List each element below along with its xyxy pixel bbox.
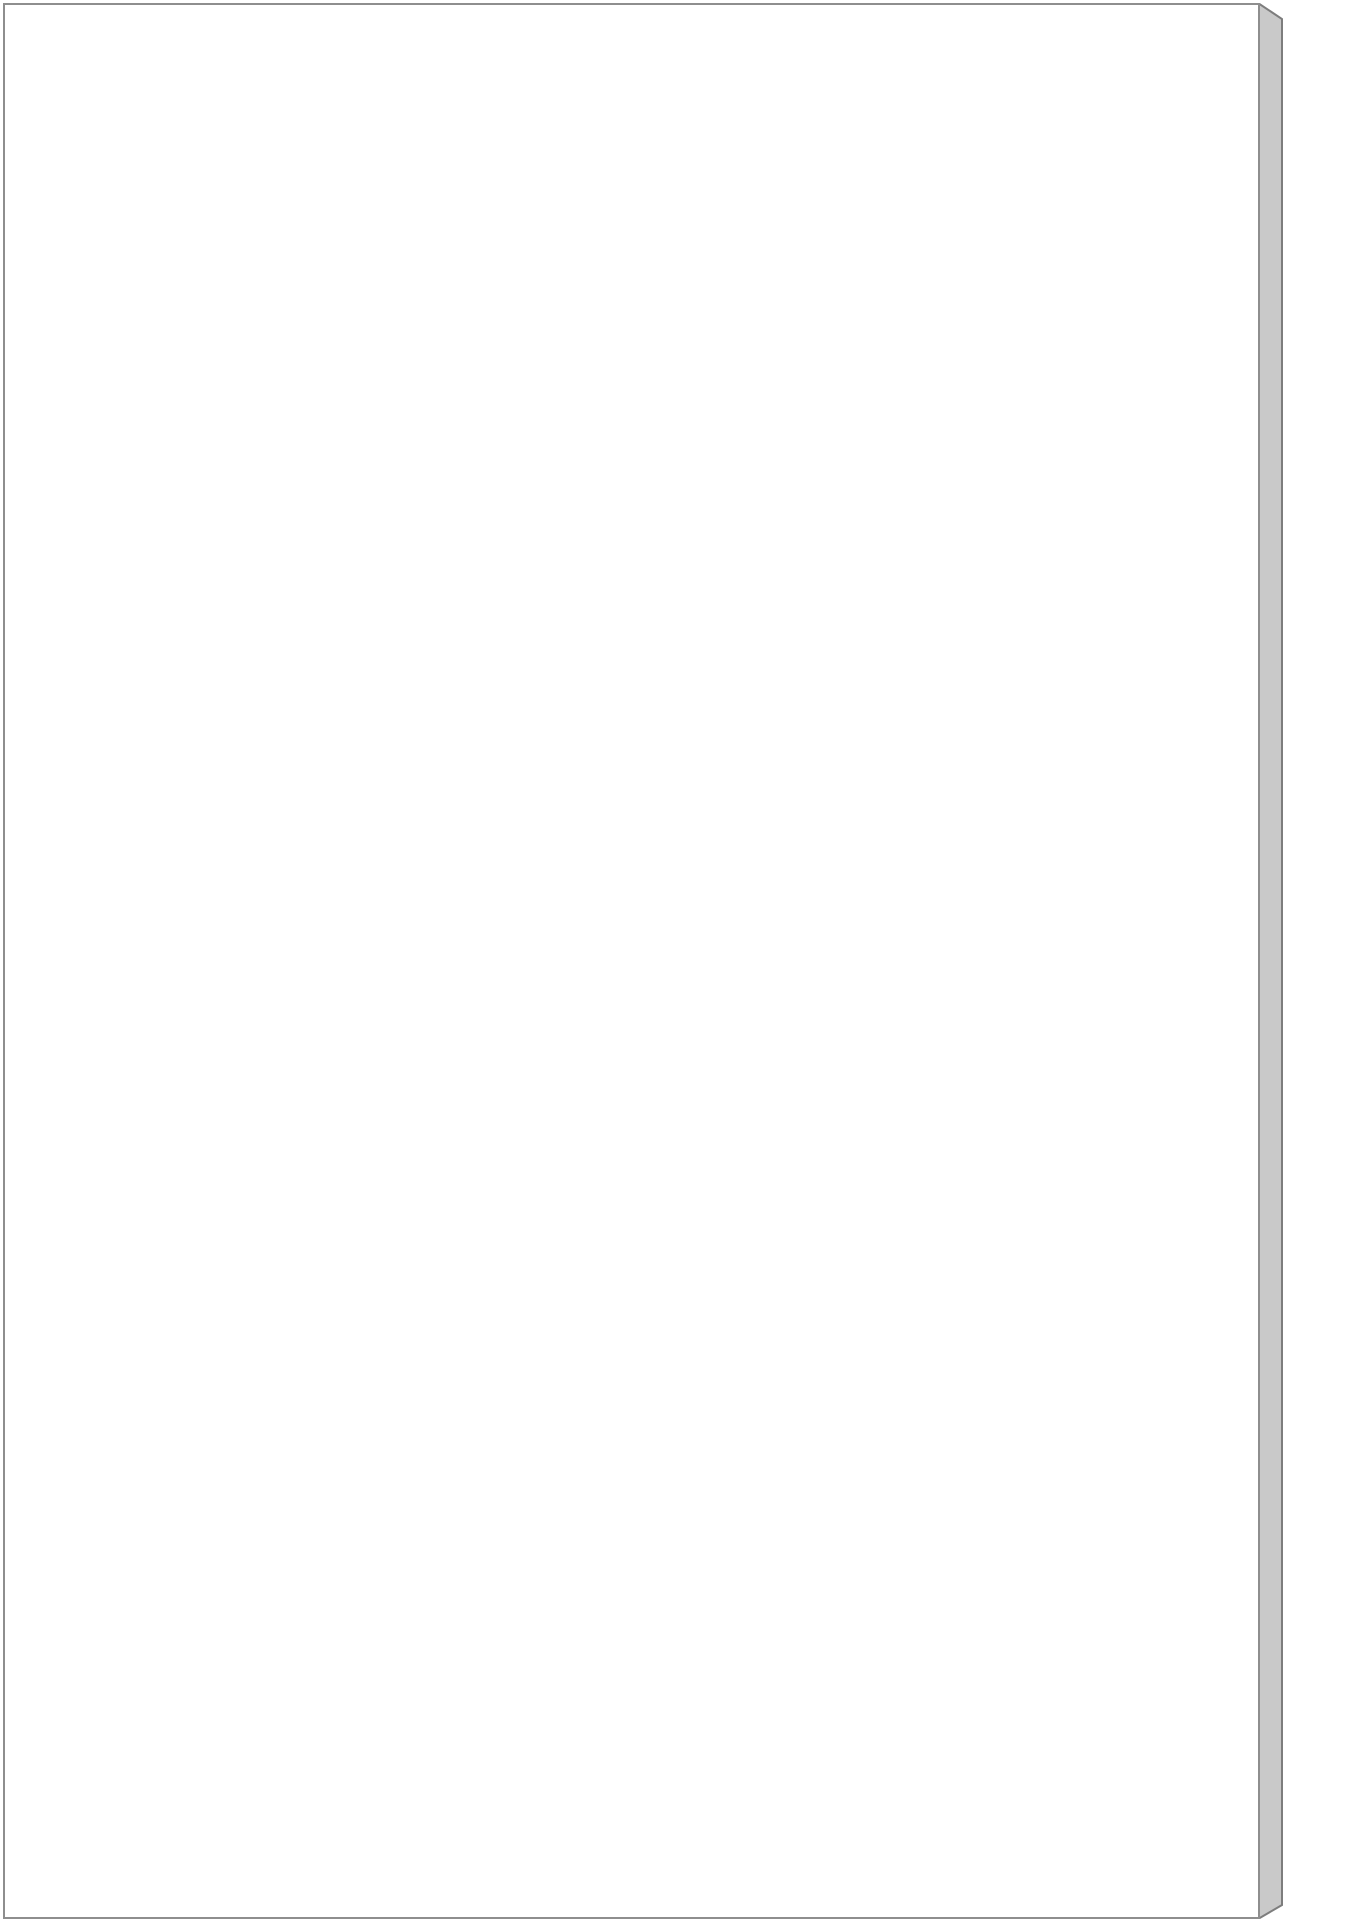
page-sheet <box>3 3 1260 1919</box>
page-edge-shadow <box>1258 3 1296 1919</box>
